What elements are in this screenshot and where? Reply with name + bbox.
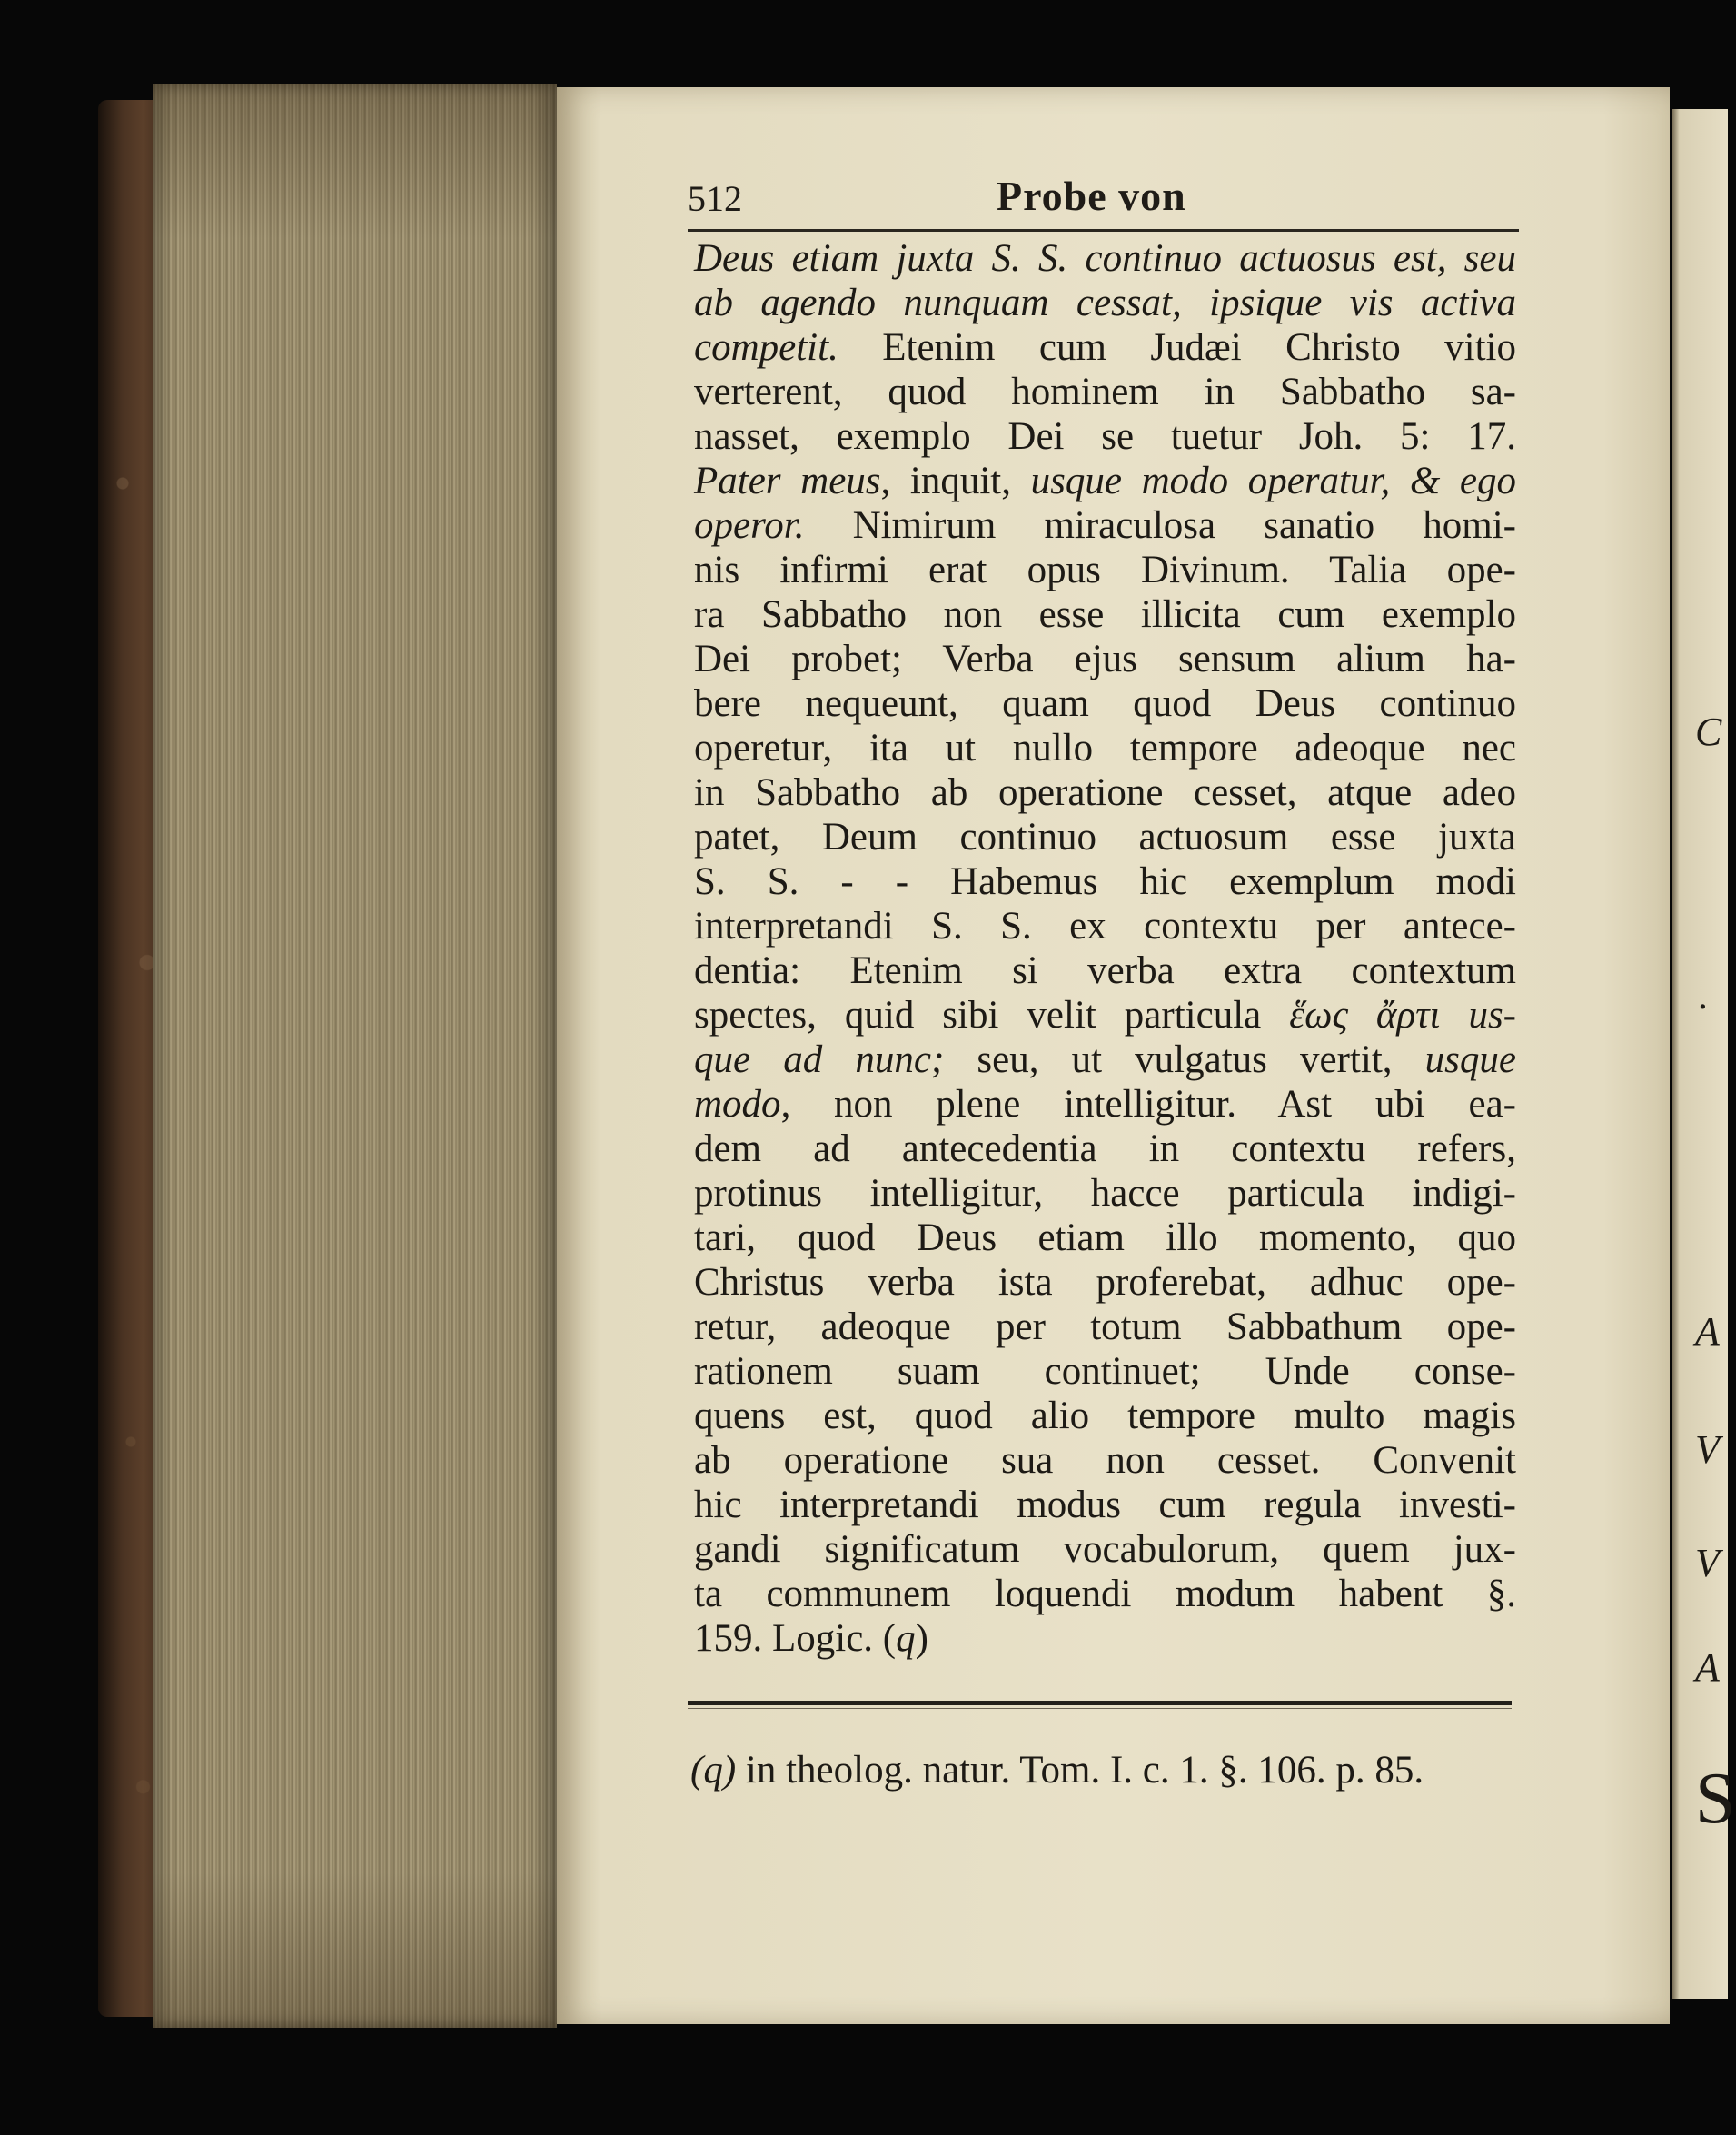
text-line xyxy=(694,325,1516,370)
text-segment: verterent, quod hominem in Sabbatho sa- xyxy=(694,371,1516,413)
text-segment: ab agendo nunquam cessat, ipsique vis activa xyxy=(694,282,1516,324)
text-line xyxy=(694,904,1516,948)
text-segment: gandi significatum vocabulorum, quem jux- xyxy=(694,1528,1516,1571)
next-page-mark: A xyxy=(1695,1645,1720,1690)
text-segment: , non plene intelligitur. Ast ubi ea- xyxy=(780,1083,1516,1126)
text-line xyxy=(694,1171,1516,1216)
text-line xyxy=(694,1572,1516,1616)
text-segment: in Sabbatho ab operatione cesset, atque adeo xyxy=(694,771,1516,814)
text-segment: que ad nunc; xyxy=(694,1038,945,1081)
text-line xyxy=(694,548,1516,592)
body-text xyxy=(694,236,1516,1661)
text-segment: hic interpretandi modus cum regula investi- xyxy=(694,1484,1516,1526)
text-segment: Deus etiam juxta S. S. continuo actuosus est, seu xyxy=(694,237,1516,280)
text-line xyxy=(694,770,1516,815)
footnote-rule-thin xyxy=(688,1708,1512,1709)
running-head xyxy=(688,173,1519,232)
text-line xyxy=(694,1260,1516,1305)
text-segment: bere nequeunt, quam quod Deus continuo xyxy=(694,682,1516,725)
text-segment: Nimirum miraculosa sanatio homi- xyxy=(804,504,1516,547)
text-line xyxy=(694,948,1516,993)
text-line xyxy=(694,1305,1516,1349)
text-segment: modo xyxy=(694,1083,781,1126)
facing-page-sliver xyxy=(1672,109,1736,1999)
text-line xyxy=(694,1127,1516,1171)
text-segment: competit. xyxy=(694,326,838,369)
footnote-rule xyxy=(688,1701,1512,1705)
text-line xyxy=(694,414,1516,459)
text-line xyxy=(694,1616,1516,1661)
text-line xyxy=(694,1483,1516,1527)
text-line xyxy=(694,726,1516,770)
text-segment: dem ad antecedentia in contextu refers, xyxy=(694,1127,1516,1170)
page-edges xyxy=(153,84,557,2028)
text-line xyxy=(694,1216,1516,1260)
text-line xyxy=(694,1527,1516,1572)
text-line xyxy=(694,1438,1516,1483)
next-page-mark: V xyxy=(1695,1427,1720,1472)
text-line xyxy=(694,1349,1516,1394)
footnote xyxy=(690,1748,1513,1792)
next-page-mark: S xyxy=(1695,1759,1736,1839)
text-segment: rationem suam continuet; Unde conse- xyxy=(694,1350,1516,1393)
text-segment: ta communem loquendi modum habent §. xyxy=(694,1573,1516,1615)
text-segment: , inquit, xyxy=(880,460,1031,502)
text-segment: q xyxy=(896,1617,916,1660)
text-line xyxy=(694,370,1516,414)
text-segment: dentia: Etenim si verba extra contextum xyxy=(694,949,1516,992)
text-segment: operor. xyxy=(694,504,805,547)
text-segment: retur, adeoque per totum Sabbathum ope- xyxy=(694,1306,1516,1348)
text-segment: usque modo operatur, & ego xyxy=(1030,460,1517,502)
text-segment: protinus intelligitur, hacce particula indigi- xyxy=(694,1172,1516,1215)
text-line xyxy=(694,592,1516,637)
text-segment: ) xyxy=(915,1617,928,1660)
text-segment: Pater meus xyxy=(694,460,881,502)
text-segment: S. S. - - Habemus hic exemplum modi xyxy=(694,860,1516,903)
next-page-mark: A xyxy=(1695,1309,1720,1354)
text-segment: nasset, exemplo Dei se tuetur Joh. 5: 17. xyxy=(694,415,1516,458)
text-segment: interpretandi S. S. ex contextu per antece- xyxy=(694,905,1516,948)
text-line xyxy=(694,281,1516,325)
text-segment: ra Sabbatho non esse illicita cum exemplo xyxy=(694,593,1516,636)
text-segment: Etenim cum Judæi Christo vitio xyxy=(838,326,1516,369)
text-segment: patet, Deum continuo actuosum esse juxta xyxy=(694,816,1516,859)
header-rule xyxy=(688,229,1519,232)
footnote-text: in theolog. natur. Tom. I. c. 1. §. 106. p. 85. xyxy=(736,1749,1424,1792)
page-number: 512 xyxy=(688,178,742,219)
text-segment: 159. Logic. ( xyxy=(694,1617,897,1660)
text-segment: spectes, quid sibi velit particula xyxy=(694,994,1290,1037)
text-line xyxy=(694,637,1516,681)
page-title: Probe von xyxy=(997,173,1186,219)
text-line xyxy=(694,503,1516,548)
text-segment: ἕως ἄρτι us- xyxy=(1289,994,1516,1037)
text-line xyxy=(694,993,1516,1038)
text-line xyxy=(694,1082,1516,1127)
next-page-mark: C xyxy=(1695,710,1722,754)
text-segment: seu, ut vulgatus vertit, xyxy=(944,1038,1425,1081)
text-segment: quens est, quod alio tempore multo magis xyxy=(694,1395,1516,1437)
text-line xyxy=(694,1394,1516,1438)
text-line xyxy=(694,815,1516,859)
text-segment: Christus verba ista proferebat, adhuc ope- xyxy=(694,1261,1516,1304)
footnote-marker: (q) xyxy=(690,1749,737,1792)
text-line xyxy=(694,459,1516,503)
text-line xyxy=(694,1038,1516,1082)
text-segment: nis infirmi erat opus Divinum. Talia ope- xyxy=(694,549,1516,591)
text-segment: Dei probet; Verba ejus sensum alium ha- xyxy=(694,638,1516,680)
text-segment: operetur, ita ut nullo tempore adeoque nec xyxy=(694,727,1516,770)
text-line xyxy=(694,681,1516,726)
text-segment: usque xyxy=(1424,1038,1516,1081)
text-segment: tari, quod Deus etiam illo momento, quo xyxy=(694,1216,1516,1259)
text-line xyxy=(694,236,1516,281)
text-line xyxy=(694,859,1516,904)
text-segment: ab operatione sua non cesset. Convenit xyxy=(694,1439,1516,1482)
next-page-mark: . xyxy=(1699,973,1709,1018)
next-page-mark: V xyxy=(1695,1541,1720,1585)
